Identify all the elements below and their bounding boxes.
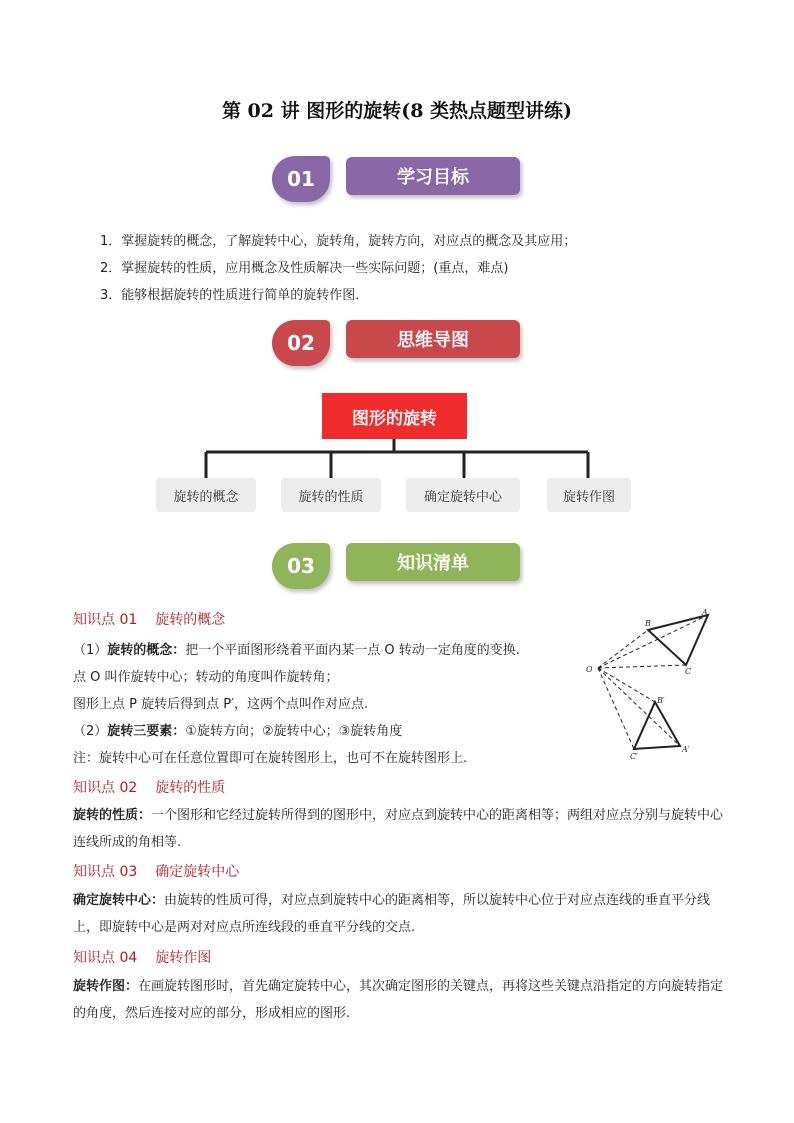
knowledge-title: 旋转作图 bbox=[155, 950, 212, 966]
knowledge-heading bbox=[73, 609, 225, 629]
section-number-badge bbox=[272, 543, 330, 589]
knowledge-title: 旋转的概念 bbox=[155, 612, 226, 628]
label-b: B bbox=[645, 619, 651, 628]
section-label: 知识清单 bbox=[397, 553, 469, 574]
label-b-prime: B′ bbox=[657, 696, 665, 705]
label-o: O bbox=[586, 665, 593, 674]
label-a-prime: A′ bbox=[682, 745, 690, 754]
mindmap-root: 图形的旋转 bbox=[322, 393, 467, 439]
section-number: 03 bbox=[287, 554, 315, 578]
knowledge-paragraph bbox=[73, 973, 725, 1027]
concept-note: 注：旋转中心可在任意位置即可在旋转图形上，也可不在旋转图形上. bbox=[73, 751, 468, 766]
concept-prefix: （2） bbox=[73, 724, 108, 739]
knowledge-term: 旋转的性质： bbox=[73, 808, 152, 823]
knowledge-title: 旋转的性质 bbox=[155, 780, 226, 796]
concept-prefix: （1） bbox=[73, 643, 108, 658]
concept-line bbox=[73, 720, 402, 739]
knowledge-text: 由旋转的性质可得，对应点到旋转中心的距离相等，所以旋转中心位于对应点连线的垂直平分线上，即旋转中心是两对对应点所连线段的垂直平分线的交点. bbox=[73, 893, 711, 935]
label-c: C bbox=[685, 667, 692, 676]
knowledge-number: 知识点 04 bbox=[73, 950, 138, 966]
knowledge-heading bbox=[73, 777, 225, 797]
section-label: 学习目标 bbox=[397, 167, 469, 188]
concept-term: 旋转的概念： bbox=[107, 643, 186, 658]
concept-text: 把一个平面图形绕着平面内某一点 O 转动一定角度的变换. bbox=[185, 643, 520, 658]
mindmap-connectors bbox=[0, 0, 794, 520]
section-number: 01 bbox=[287, 167, 315, 191]
knowledge-title: 确定旋转中心 bbox=[155, 864, 240, 880]
mindmap-node: 旋转的性质 bbox=[281, 478, 381, 512]
concept-text: ①旋转方向；②旋转中心；③旋转角度 bbox=[185, 724, 403, 739]
knowledge-text: 在画旋转图形时，首先确定旋转中心，其次确定图形的关键点，再将这些关键点沿指定的方向旋转指定的角度，然后连接对应的部分，形成相应的图形. bbox=[73, 979, 724, 1021]
goal-item: 2．掌握旋转的性质，应用概念及性质解决一些实际问题；(重点，难点) bbox=[100, 261, 509, 276]
concept-line: 点 O 叫作旋转中心；转动的角度叫作旋转角； bbox=[73, 670, 339, 685]
concept-line: 图形上点 P 旋转后得到点 P′，这两个点叫作对应点. bbox=[73, 697, 369, 712]
goal-item: 1．掌握旋转的概念，了解旋转中心，旋转角，旋转方向，对应点的概念及其应用； bbox=[100, 234, 577, 249]
goal-item: 3．能够根据旋转的性质进行简单的旋转作图． bbox=[100, 288, 369, 303]
knowledge-number: 知识点 03 bbox=[73, 864, 138, 880]
mindmap-node: 旋转作图 bbox=[547, 478, 631, 512]
knowledge-heading bbox=[73, 861, 239, 881]
knowledge-paragraph bbox=[73, 802, 725, 856]
knowledge-paragraph bbox=[73, 887, 725, 941]
page-title: 第 02 讲 图形的旋转(8 类热点题型讲练) bbox=[221, 100, 573, 122]
section-number: 02 bbox=[287, 331, 315, 355]
label-c-prime: C′ bbox=[630, 752, 638, 761]
knowledge-number: 知识点 01 bbox=[73, 612, 138, 628]
concept-term: 旋转三要素： bbox=[107, 724, 186, 739]
mindmap-node: 旋转的概念 bbox=[156, 478, 256, 512]
mindmap-node: 确定旋转中心 bbox=[406, 478, 520, 512]
label-a: A bbox=[702, 608, 708, 617]
knowledge-number: 知识点 02 bbox=[73, 780, 138, 796]
knowledge-term: 旋转作图： bbox=[73, 979, 139, 994]
concept-line bbox=[73, 639, 520, 658]
knowledge-text: 一个图形和它经过旋转所得到的图形中，对应点到旋转中心的距离相等；两组对应点分别与旋转中心连线所成的角相等. bbox=[73, 808, 724, 850]
section-banner bbox=[346, 543, 520, 581]
knowledge-term: 确定旋转中心： bbox=[73, 893, 165, 908]
section-label: 思维导图 bbox=[397, 330, 469, 351]
rotation-figure bbox=[582, 606, 712, 762]
knowledge-heading bbox=[73, 947, 211, 967]
